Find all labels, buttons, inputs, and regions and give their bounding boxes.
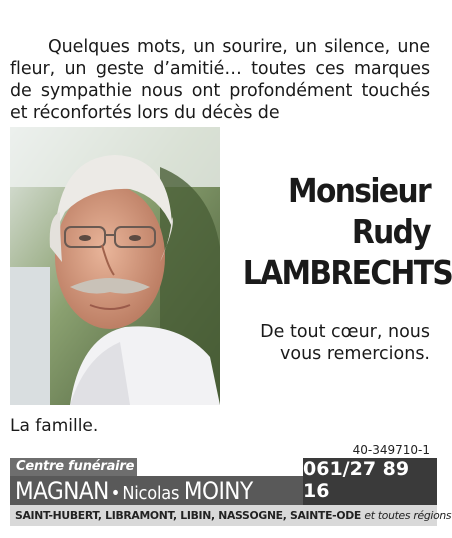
funeral-home-banner: [10, 458, 452, 526]
separator-dot: •: [110, 483, 121, 504]
intro-text: Quelques mots, un sourire, un silence, une fleur, un geste d’amitié… toutes ces marques de sympathie nous ont profondément touchés et réconfortés lors du décès de: [10, 36, 430, 123]
deceased-name: [242, 170, 452, 293]
reference-number: 40-349710-1: [352, 443, 430, 457]
deceased-first-name: Rudy: [351, 212, 430, 251]
locations-list: [15, 509, 451, 522]
deceased-last-name: LAMBRECHTS: [242, 253, 452, 292]
funeral-home-label: Centre funéraire: [16, 459, 135, 474]
funeral-home-label-box: [10, 458, 137, 476]
portrait-photo: [10, 127, 220, 405]
locations-towns: SAINT-HUBERT, LIBRAMONT, LIBIN, NASSOGNE, SAINTE-ODE: [15, 509, 361, 522]
phone-box: [303, 458, 437, 505]
owner-last-name: MOINY: [183, 477, 253, 505]
phone-number: 061/27 89 16: [303, 458, 410, 502]
thanks-text: De tout cœur, nous vous remercions.: [260, 322, 430, 364]
funeral-home-name: MAGNAN: [15, 477, 109, 505]
funeral-home-names: [15, 477, 253, 505]
owner-first-name: Nicolas: [122, 483, 180, 504]
deceased-title: Monsieur: [288, 171, 430, 210]
signature: La famille.: [10, 416, 99, 436]
locations-tail: et toutes régions: [364, 509, 452, 522]
locations-band: [10, 505, 452, 526]
